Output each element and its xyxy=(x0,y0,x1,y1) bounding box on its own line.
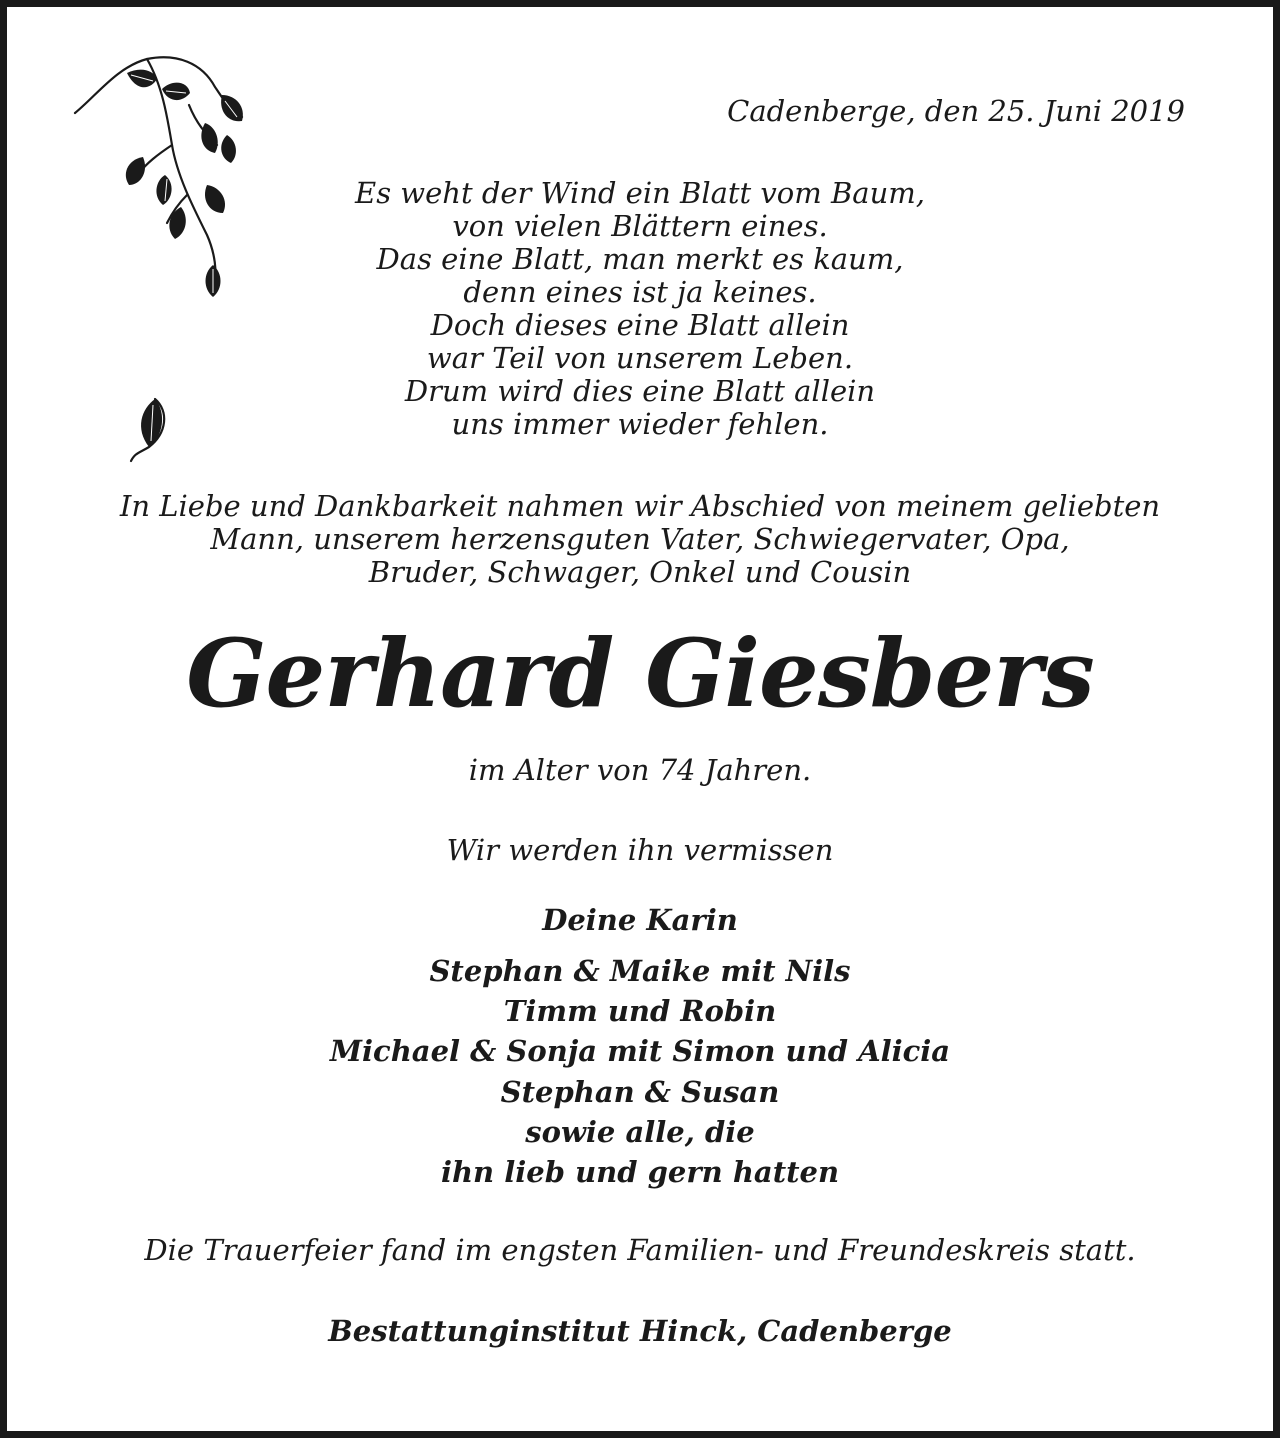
spouse-line: Deine Karin xyxy=(542,903,738,937)
poem-line: uns immer wieder fehlen. xyxy=(451,407,829,441)
intro-line: In Liebe und Dankbarkeit nahmen wir Abschied von meinem geliebten xyxy=(119,489,1161,523)
family-line: Stephan & Maike mit Nils xyxy=(429,954,851,988)
poem xyxy=(7,177,1273,441)
family-line: ihn lieb und gern hatten xyxy=(440,1155,840,1190)
poem-line: von vielen Blättern eines. xyxy=(452,209,828,243)
family-line: Michael & Sonja mit Simon und Alicia xyxy=(329,1034,951,1069)
family-line: sowie alle, die xyxy=(525,1114,755,1149)
intro-line: Mann, unserem herzensguten Vater, Schwiegervater, Opa, xyxy=(210,522,1070,556)
poem-line: war Teil von unserem Leben. xyxy=(426,341,854,375)
family-line: Stephan & Susan xyxy=(500,1074,780,1109)
poem-line: Doch dieses eine Blatt allein xyxy=(430,308,850,342)
deceased-name: Gerhard Giesbers xyxy=(186,619,1094,729)
poem-line: Es weht der Wind ein Blatt vom Baum, xyxy=(355,176,925,210)
age-line: im Alter von 74 Jahren. xyxy=(468,753,812,787)
family-line: Timm und Robin xyxy=(503,994,777,1029)
date-line: Cadenberge, den 25. Juni 2019 xyxy=(727,94,1185,128)
miss-line: Wir werden ihn vermissen xyxy=(446,833,834,867)
undertaker-line: Bestattunginstitut Hinck, Cadenberge xyxy=(328,1314,952,1348)
intro-line: Bruder, Schwager, Onkel und Cousin xyxy=(368,555,912,589)
poem-line: Drum wird dies eine Blatt allein xyxy=(404,374,876,408)
service-line: Die Trauerfeier fand im engsten Familien- und Freundeskreis statt. xyxy=(144,1233,1136,1267)
poem-line: Das eine Blatt, man merkt es kaum, xyxy=(376,242,904,276)
poem-line: denn eines ist ja keines. xyxy=(463,275,817,309)
intro-text xyxy=(7,490,1273,589)
family-list xyxy=(7,951,1273,1192)
